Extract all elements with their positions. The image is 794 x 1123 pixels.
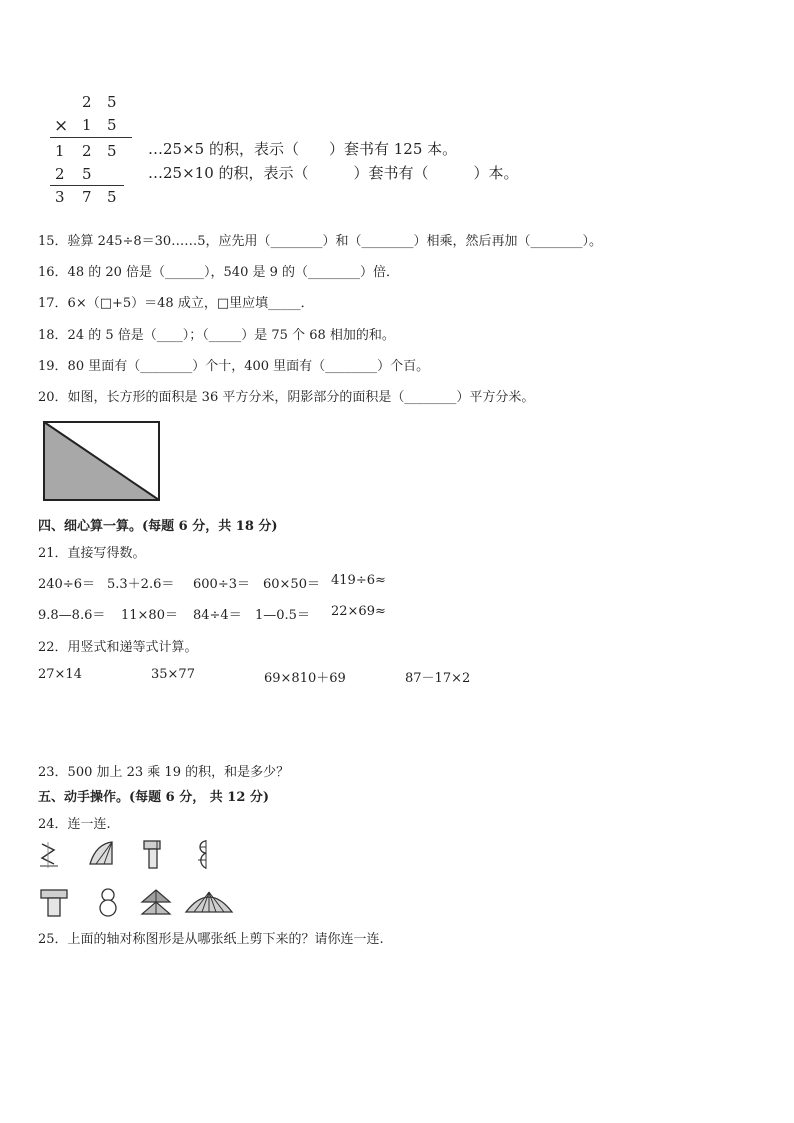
calc-item: 69×810＋69 <box>264 671 346 686</box>
question-18: 18．24 的 5 倍是（____）；（_____）是 75 个 68 相加的和。 <box>38 328 395 343</box>
half-shape-snowman <box>190 838 212 870</box>
v-r1-d2: 5 <box>107 93 117 111</box>
mental-item: 1—0.5＝ <box>255 608 310 623</box>
question-19: 19．80 里面有（________）个十，400 里面有（________）个百。 <box>38 359 430 374</box>
full-shape-arrows <box>140 888 172 916</box>
question-21: 21．直接写得数。 <box>38 546 146 561</box>
question-24: 24．连一连. <box>38 817 111 832</box>
v-times-sign: × <box>54 116 69 136</box>
v-r4-d2: 5 <box>82 165 92 183</box>
v-r1-d1: 2 <box>82 93 92 111</box>
question-20: 20．如图，长方形的面积是 36 平方分米，阴影部分的面积是（________）平方分米。 <box>38 390 535 405</box>
v-r5-d1: 3 <box>55 188 65 206</box>
mental-item: 600÷3＝ <box>193 577 250 592</box>
question-22: 22．用竖式和递等式计算。 <box>38 640 198 655</box>
v-r5-d3: 5 <box>107 188 117 206</box>
half-shape-zigzag <box>38 840 60 870</box>
v-r3-d2: 2 <box>82 142 92 160</box>
question-15: 15．验算 245÷8＝30……5，应先用（________）和（________）相乘，然后再加（________）。 <box>38 234 602 249</box>
full-shape-snowman <box>96 886 120 918</box>
question-23: 23．500 加上 23 乘 19 的积，和是多少？ <box>38 765 290 780</box>
half-shape-house <box>140 838 164 870</box>
v-r2-d1: 1 <box>82 116 92 134</box>
v-r3-d1: 1 <box>55 142 65 160</box>
question-16: 16．48 的 20 倍是（______），540 是 9 的（________）倍． <box>38 265 400 280</box>
calc-item: 27×14 <box>38 667 82 682</box>
mental-item: 240÷6＝ <box>38 577 95 592</box>
mental-item: 11×80＝ <box>121 608 178 623</box>
mental-item: 419÷6≈ <box>331 573 386 588</box>
mental-item: 9.8—8.6＝ <box>38 608 106 623</box>
v-note-2: …25×10 的积，表示（ ）套书有（ ）本。 <box>148 164 519 182</box>
v-r2-d2: 5 <box>107 116 117 134</box>
v-note-1: …25×5 的积，表示（ ）套书有 125 本。 <box>148 140 458 158</box>
half-shape-umbrella <box>86 840 116 868</box>
question-25: 25．上面的轴对称图形是从哪张纸上剪下来的？请你连一连. <box>38 932 384 947</box>
mental-item: 5.3＋2.6＝ <box>107 577 175 592</box>
v-r4-d1: 2 <box>55 165 65 183</box>
v-line-2 <box>50 185 124 186</box>
rectangle-figure <box>43 421 160 501</box>
section-4-title: 四、细心算一算。(每题 6 分，共 18 分) <box>38 519 278 534</box>
question-17: 17．6×（□+5）＝48 成立，□里应填_____． <box>38 296 314 311</box>
v-line-1 <box>50 137 132 138</box>
v-r3-d3: 5 <box>107 142 117 160</box>
mental-item: 60×50＝ <box>263 577 320 592</box>
mental-item: 22×69≈ <box>331 604 386 619</box>
full-shape-house <box>38 886 70 918</box>
v-r5-d2: 7 <box>82 188 92 206</box>
section-5-title: 五、动手操作。(每题 6 分， 共 12 分) <box>38 790 270 805</box>
mental-item: 84÷4＝ <box>193 608 242 623</box>
calc-item: 87－17×2 <box>405 671 471 686</box>
calc-item: 35×77 <box>151 667 195 682</box>
full-shape-umbrella <box>184 888 234 916</box>
